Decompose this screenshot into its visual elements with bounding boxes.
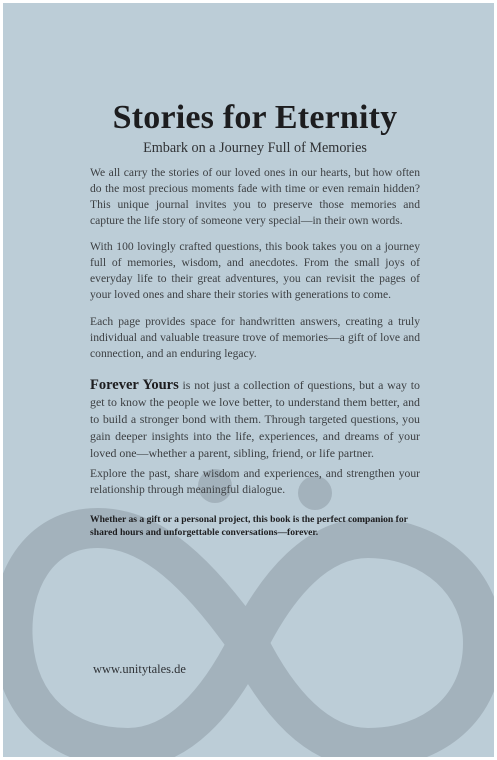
- website-url: www.unitytales.de: [93, 662, 186, 676]
- description-paragraph: We all carry the stories of our loved ones in our hearts, but how often do the most precious moments fade with time or even remain hidden? This unique journal invites you to preserve those memories and capture the life story of someone very special—in their own words.: [90, 166, 420, 227]
- back-cover: [3, 3, 494, 757]
- description-paragraph: Explore the past, share wisdom and experiences, and strengthen your relationship through meaningful dialogue.: [90, 467, 420, 496]
- book-subtitle: Embark on a Journey Full of Memories: [143, 140, 367, 156]
- description-paragraph: Each page provides space for handwritten answers, creating a truly individual and valuable treasure trove of memories—a gift of love and connection, and an enduring legacy.: [90, 315, 420, 360]
- book-title: Stories for Eternity: [112, 99, 398, 136]
- description-paragraph: With 100 lovingly crafted questions, this book takes you on a journey full of memories, wisdom, and anecdotes. From the small joys of everyday life to their great adventures, you can revisit the pages of your loved ones and share their stories with generations to come.: [90, 240, 420, 301]
- brand-name: Forever Yours: [90, 377, 179, 393]
- paragraph-text: is not just a collection of questions, but a way to get to know the people we love better, to understand them better, and to build a stronger bond with them. Through targeted questions, you gain deeper insights into the life, experiences, and dreams of your loved one—whether a parent, sibling, friend, or life partner.: [90, 378, 420, 460]
- closing-statement: Whether as a gift or a personal project, this book is the perfect companion for shared hours and unforgettable conversations—forever.: [90, 514, 408, 538]
- description-paragraph: [90, 377, 420, 462]
